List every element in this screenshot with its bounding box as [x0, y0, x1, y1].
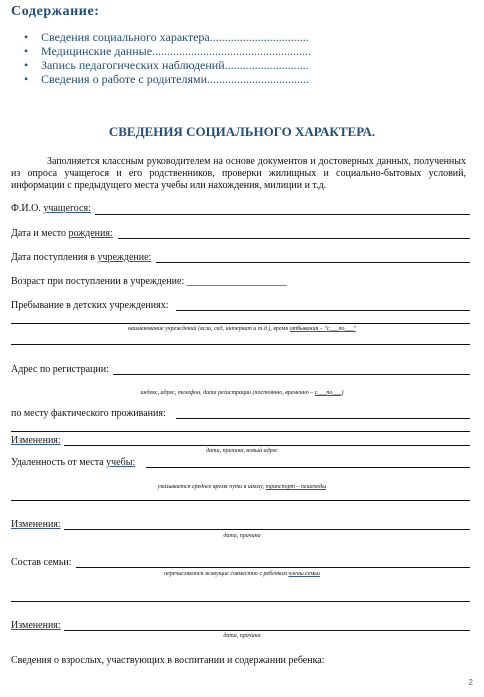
actual-address-label: по месту фактического проживания:	[11, 408, 166, 419]
toc-item-label: Медицинские данные.....................................................	[41, 44, 312, 58]
bullet-icon: •	[24, 30, 29, 44]
family-line-2[interactable]	[11, 601, 470, 602]
toc-item[interactable]	[24, 72, 311, 86]
birth-label: Дата и место рождения:	[11, 228, 113, 239]
bullet-icon: •	[24, 72, 29, 86]
stay-line-3[interactable]	[11, 344, 470, 345]
toc-item[interactable]	[24, 30, 311, 44]
toc-list	[24, 30, 311, 86]
changes-line[interactable]	[64, 630, 470, 631]
section-title: СВЕДЕНИЯ СОЦИАЛЬНОГО ХАРАКТЕРА.	[108, 124, 376, 139]
changes-label: Изменения:	[11, 519, 61, 530]
distance-line-2[interactable]	[11, 500, 470, 501]
toc-item-label: Сведения о работе с родителями..................................	[41, 72, 310, 86]
adults-label: Сведения о взрослых, участвующих в воспитании и содержании ребенка:	[11, 655, 325, 666]
changes-hint: дата, причина, новый адрес	[206, 448, 278, 454]
stay-line[interactable]	[176, 310, 470, 311]
birth-line[interactable]	[118, 238, 470, 239]
changes-line[interactable]	[64, 445, 470, 446]
toc-item-label: Запись педагогических наблюдений............................	[41, 58, 309, 72]
stay-hint: наименование учреждений (ясли, сад, интернат и т.д.), время отбывания – "с___по___"	[127, 326, 357, 332]
changes-label: Изменения:	[11, 435, 61, 446]
changes-line[interactable]	[64, 529, 470, 530]
toc-item[interactable]	[24, 58, 311, 72]
admission-label: Дата поступления в учреждение:	[11, 252, 152, 263]
toc-title: Содержание:	[11, 4, 100, 19]
family-label: Состав семьи:	[11, 557, 72, 568]
bullet-icon: •	[24, 58, 29, 72]
actual-address-line-2[interactable]	[11, 431, 470, 432]
changes-hint: дата, причина	[223, 633, 261, 639]
intro-text: Заполняется классным руководителем на основе документов и достоверных данных, полученных из опроса учащегося и его родственников, проверки жилищных и социально-бытовых условий, информации с предыдущего места учебы или нахождения, милиции и т.д.	[11, 156, 466, 191]
distance-line[interactable]	[146, 467, 470, 468]
changes-hint: дата, причина	[223, 533, 261, 539]
distance-hint: указывается среднее время пути в школу, транспорт – пешеходы	[157, 484, 327, 490]
registration-line[interactable]	[113, 374, 470, 375]
fio-line[interactable]	[95, 214, 470, 215]
changes-label: Изменения:	[11, 620, 61, 631]
distance-label: Удаленность от места учебы:	[11, 457, 136, 468]
intro-paragraph	[11, 156, 466, 192]
fio-label: Ф.И.О. учащегося:	[11, 203, 91, 214]
toc-item[interactable]	[24, 44, 311, 58]
family-hint: перечисляются живущие совместно с ребенком члены семьи	[164, 571, 320, 577]
admission-line[interactable]	[156, 262, 470, 263]
registration-hint: индекс, адрес, телефон, дата регистрации (постоянно, временно – с___по___)	[140, 390, 344, 396]
stay-label: Пребывание в детских учреждениях:	[11, 300, 169, 311]
toc-item-label: Сведения социального характера.................................	[41, 30, 309, 44]
bullet-icon: •	[24, 44, 29, 58]
age-label[interactable]: Возраст при поступлении в учреждение: ____________________	[11, 276, 287, 287]
stay-line-2[interactable]	[11, 323, 470, 324]
registration-label: Адрес по регистрации:	[11, 364, 109, 375]
family-line[interactable]	[76, 567, 470, 568]
actual-address-line[interactable]	[176, 418, 470, 419]
page-number: 2	[468, 678, 473, 687]
